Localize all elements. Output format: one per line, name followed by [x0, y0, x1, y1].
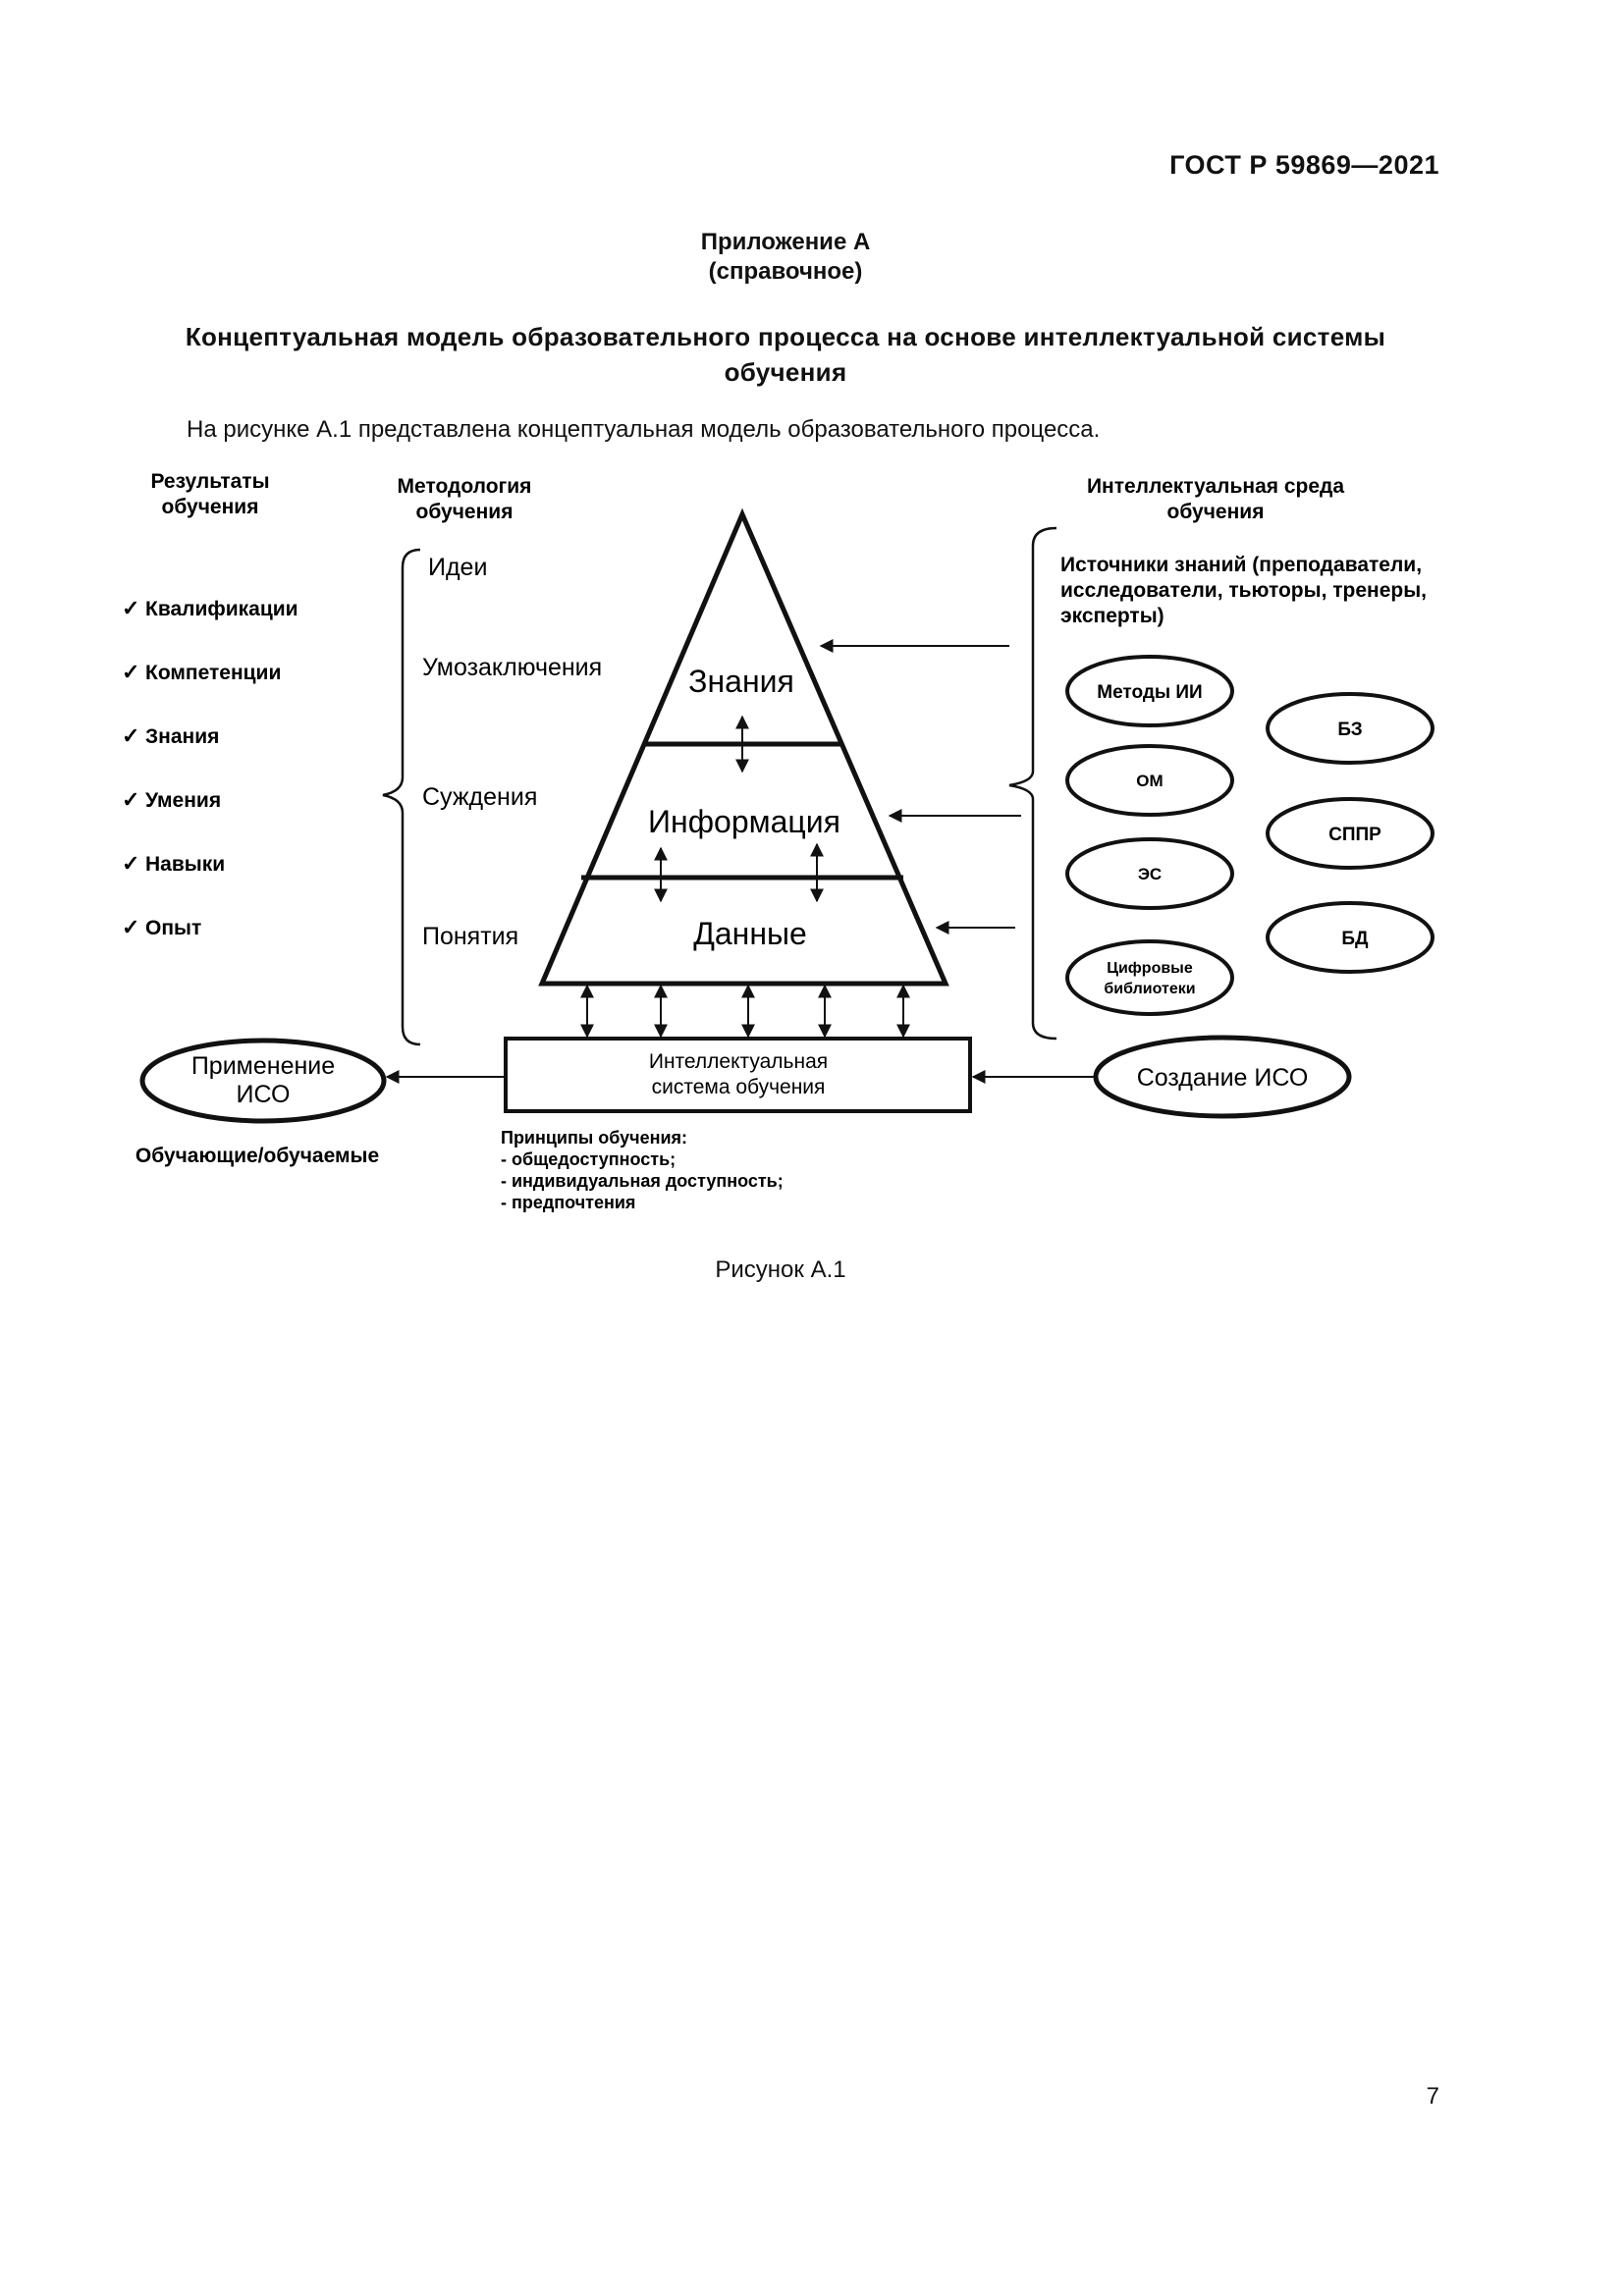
environment-header-line1: Интеллектуальная среда: [1086, 475, 1345, 498]
environment-header-line2: обучения: [1166, 501, 1265, 523]
methodology-brace: [383, 550, 420, 1044]
check-icon: ✓: [122, 723, 140, 748]
digital-libraries-line2: библиотеки: [1104, 981, 1196, 997]
pyramid-level-knowledge: Знания: [688, 664, 794, 699]
es-label: ЭС: [1137, 865, 1163, 883]
appendix-subtitle: (справочное): [708, 258, 863, 285]
dss-label: СППР: [1328, 825, 1381, 845]
iso-box-line1: Интеллектуальная: [648, 1050, 829, 1073]
section-title: Концептуальная модель образовательного процесса на основе интеллектуальной системы обучения: [185, 322, 1386, 387]
check-icon: ✓: [122, 787, 140, 812]
ai-methods-label: Методы ИИ: [1097, 682, 1203, 703]
digital-libraries-line1: Цифровые: [1107, 960, 1193, 977]
result-item: Навыки: [145, 853, 226, 876]
check-icon: ✓: [122, 915, 140, 939]
knowledge-pyramid: [542, 514, 946, 984]
digital-libraries-ellipse: [1067, 941, 1232, 1014]
kb-label: БЗ: [1337, 720, 1363, 740]
result-item: Квалификации: [145, 598, 298, 620]
check-icon: ✓: [122, 596, 140, 620]
results-header-line2: обучения: [161, 496, 259, 518]
appendix-title: Приложение А: [700, 229, 871, 255]
methodology-item: Идеи: [428, 554, 488, 581]
standard-code: ГОСТ Р 59869—2021: [1169, 150, 1439, 180]
learners-label: Обучающие/обучаемые: [135, 1145, 380, 1167]
result-item: Умения: [145, 789, 222, 812]
db-label: БД: [1341, 929, 1369, 949]
principles-line: Принципы обучения:: [501, 1128, 688, 1148]
intro-paragraph: На рисунке А.1 представлена концептуальная модель образовательного процесса.: [187, 416, 1101, 443]
methodology-header-line2: обучения: [415, 501, 514, 523]
result-item: Компетенции: [145, 662, 282, 684]
principles-line: - индивидуальная доступность;: [501, 1171, 784, 1191]
creation-label: Создание ИСО: [1136, 1064, 1309, 1092]
knowledge-sources-line: Источники знаний (преподаватели,: [1060, 554, 1423, 576]
om-label: ОМ: [1136, 772, 1164, 790]
result-item: Знания: [145, 725, 220, 748]
application-line1: Применение: [190, 1052, 336, 1080]
environment-brace: [1009, 528, 1056, 1039]
application-line2: ИСО: [236, 1081, 291, 1108]
knowledge-sources-line: исследователи, тьюторы, тренеры,: [1060, 579, 1427, 602]
pyramid-level-information: Информация: [648, 804, 840, 839]
result-item: Опыт: [145, 917, 202, 939]
check-icon: ✓: [122, 660, 140, 684]
pyramid-level-data: Данные: [693, 916, 807, 951]
knowledge-sources-line: эксперты): [1060, 605, 1164, 627]
page-number: 7: [1426, 2083, 1439, 2109]
methodology-item: Умозаключения: [422, 654, 603, 681]
results-header-line1: Результаты: [150, 470, 270, 493]
methodology-item: Понятия: [422, 923, 519, 950]
methodology-item: Суждения: [422, 783, 538, 811]
iso-box-line2: система обучения: [651, 1076, 826, 1098]
principles-line: - предпочтения: [501, 1193, 636, 1212]
principles-line: - общедоступность;: [501, 1149, 677, 1169]
figure-caption: Рисунок А.1: [715, 1256, 846, 1283]
results-list: [122, 596, 298, 939]
check-icon: ✓: [122, 851, 140, 876]
methodology-header-line1: Методология: [397, 475, 532, 498]
